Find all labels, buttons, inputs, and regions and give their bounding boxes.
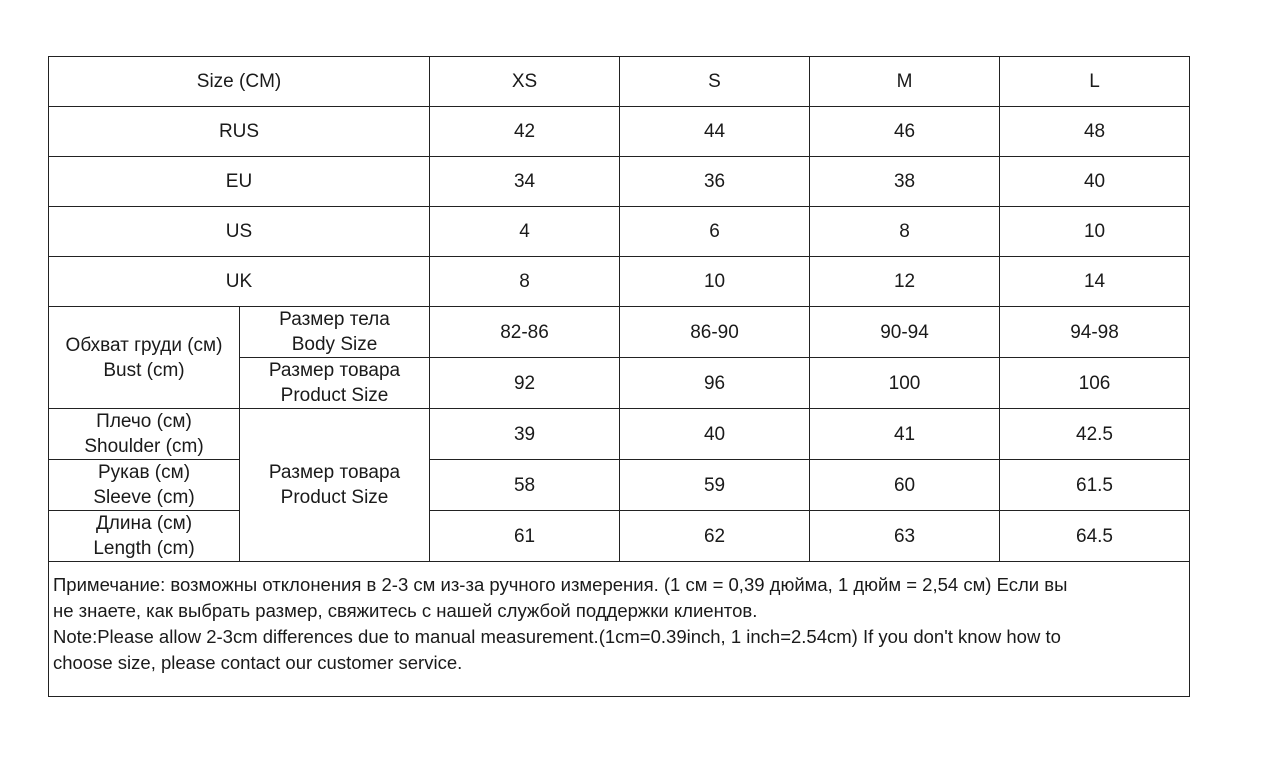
header-row (49, 57, 1190, 107)
table-row (49, 207, 1190, 257)
table-cell: 36 (620, 157, 810, 207)
table-cell: 39 (430, 409, 620, 460)
note-ru-line-1: Примечание: возможны отклонения в 2-3 см из-за ручного измерения. (1 см = 0,39 дюйма, 1 дюйм = 2,54 см) Если вы (53, 574, 1068, 595)
table-cell: 46 (810, 107, 1000, 157)
table-cell: 64.5 (1000, 511, 1190, 562)
measure-type-ru: Размер товара (268, 462, 401, 483)
table-cell: 14 (1000, 257, 1190, 307)
sleeve-label-en: Sleeve (cm) (93, 487, 195, 508)
table-cell: 90-94 (810, 307, 1000, 358)
row-label-us: US (49, 207, 430, 257)
table-cell: 106 (1000, 358, 1190, 409)
length-label-ru: Длина (см) (95, 513, 193, 534)
table-cell: 6 (620, 207, 810, 257)
table-cell: 40 (620, 409, 810, 460)
table-cell: 59 (620, 460, 810, 511)
bust-label-ru: Обхват груди (см) (65, 334, 223, 356)
sleeve-label (49, 460, 240, 511)
sleeve-label-ru: Рукав (см) (97, 462, 191, 483)
table-cell: 8 (430, 257, 620, 307)
table-cell: 8 (810, 207, 1000, 257)
table-cell: 60 (810, 460, 1000, 511)
note-ru-line-2: не знаете, как выбрать размер, свяжитесь с нашей службой поддержки клиентов. (53, 600, 758, 621)
table-cell: 10 (1000, 207, 1190, 257)
measure-type-en: Body Size (291, 334, 378, 355)
note-en-line-2: choose size, please contact our customer service. (53, 652, 463, 673)
table-cell: 48 (1000, 107, 1190, 157)
table-row (49, 460, 1190, 511)
table-cell: 42.5 (1000, 409, 1190, 460)
table-cell: 41 (810, 409, 1000, 460)
table-cell: 12 (810, 257, 1000, 307)
table-cell: 58 (430, 460, 620, 511)
table-row (49, 257, 1190, 307)
measure-type-en: Product Size (280, 385, 389, 406)
table-cell: 94-98 (1000, 307, 1190, 358)
note-en-line-1: Note:Please allow 2-3cm differences due to manual measurement.(1cm=0.39inch, 1 inch=2.54cm) If you don't know how to (53, 626, 1061, 647)
header-size-label: Size (CM) (49, 57, 430, 107)
header-size-xs: XS (430, 57, 620, 107)
table-row (49, 307, 1190, 358)
table-cell: 82-86 (430, 307, 620, 358)
measure-type-product-garment (240, 409, 430, 562)
measure-type-en: Product Size (280, 487, 389, 508)
header-size-l: L (1000, 57, 1190, 107)
table-cell: 63 (810, 511, 1000, 562)
table-cell: 86-90 (620, 307, 810, 358)
table-cell: 62 (620, 511, 810, 562)
note-row (49, 562, 1190, 697)
measure-type-body (240, 307, 430, 358)
table-cell: 34 (430, 157, 620, 207)
table-cell: 40 (1000, 157, 1190, 207)
measure-type-product (240, 358, 430, 409)
header-size-m: M (810, 57, 1000, 107)
row-label-uk: UK (49, 257, 430, 307)
length-label-en: Length (cm) (93, 538, 195, 559)
table-cell: 4 (430, 207, 620, 257)
table-cell: 61.5 (1000, 460, 1190, 511)
note-cell (49, 562, 1190, 697)
table-cell: 96 (620, 358, 810, 409)
table-row (49, 107, 1190, 157)
length-label (49, 511, 240, 562)
table-cell: 38 (810, 157, 1000, 207)
row-label-eu: EU (49, 157, 430, 207)
shoulder-label (49, 409, 240, 460)
table-row (49, 409, 1190, 460)
table-cell: 42 (430, 107, 620, 157)
table-cell: 92 (430, 358, 620, 409)
table-cell: 100 (810, 358, 1000, 409)
bust-label (49, 307, 240, 409)
measure-type-ru: Размер тела (279, 309, 390, 330)
shoulder-label-en: Shoulder (cm) (84, 436, 204, 457)
table-cell: 61 (430, 511, 620, 562)
table-cell: 10 (620, 257, 810, 307)
size-chart-table (48, 56, 1190, 697)
row-label-rus: RUS (49, 107, 430, 157)
shoulder-label-ru: Плечо (см) (96, 411, 192, 432)
table-cell: 44 (620, 107, 810, 157)
measure-type-ru: Размер товара (268, 360, 401, 381)
bust-label-en: Bust (cm) (103, 359, 185, 381)
table-row (49, 157, 1190, 207)
table-row (49, 511, 1190, 562)
header-size-s: S (620, 57, 810, 107)
